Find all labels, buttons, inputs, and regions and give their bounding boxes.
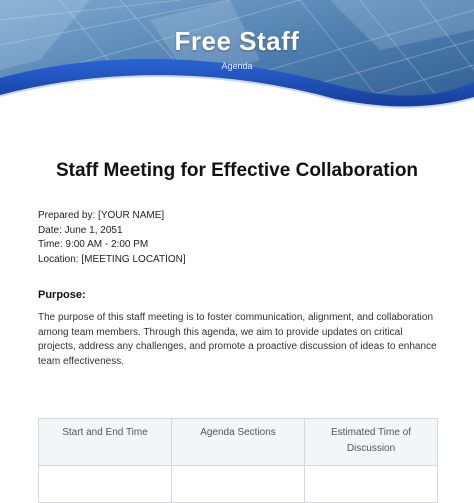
meeting-location: Location: [MEETING LOCATION] (38, 253, 186, 265)
column-header-sections: Agenda Sections (172, 419, 305, 466)
purpose-heading: Purpose: (38, 289, 86, 301)
table-cell-duration (305, 466, 438, 503)
banner-background (0, 0, 474, 118)
document-title: Staff Meeting for Effective Collaboration (55, 160, 419, 181)
column-header-time: Start and End Time (39, 419, 172, 466)
table-row (39, 466, 438, 503)
meeting-date: Date: June 1, 2051 (38, 224, 123, 236)
meeting-details (38, 209, 186, 267)
header-banner (0, 0, 474, 118)
table-cell-time (39, 466, 172, 503)
banner-subtitle: Agenda (221, 61, 253, 71)
agenda-table-header-row (39, 419, 438, 466)
table-cell-section (172, 466, 305, 503)
prepared-by: Prepared by: [YOUR NAME] (38, 210, 165, 221)
meeting-time: Time: 9:00 AM - 2:00 PM (38, 239, 149, 250)
banner-title: Free Staff (174, 26, 300, 56)
purpose-paragraph: The purpose of this staff meeting is to foster communication, alignment, and collaboration among team members. Through this agenda, we aim to provide updates on critical projects, address any challenges, and promote a proactive discussion of ideas to enhance team effectiveness. (38, 312, 437, 367)
agenda-table (38, 418, 438, 503)
column-header-duration: Estimated Time of Discussion (305, 419, 438, 466)
